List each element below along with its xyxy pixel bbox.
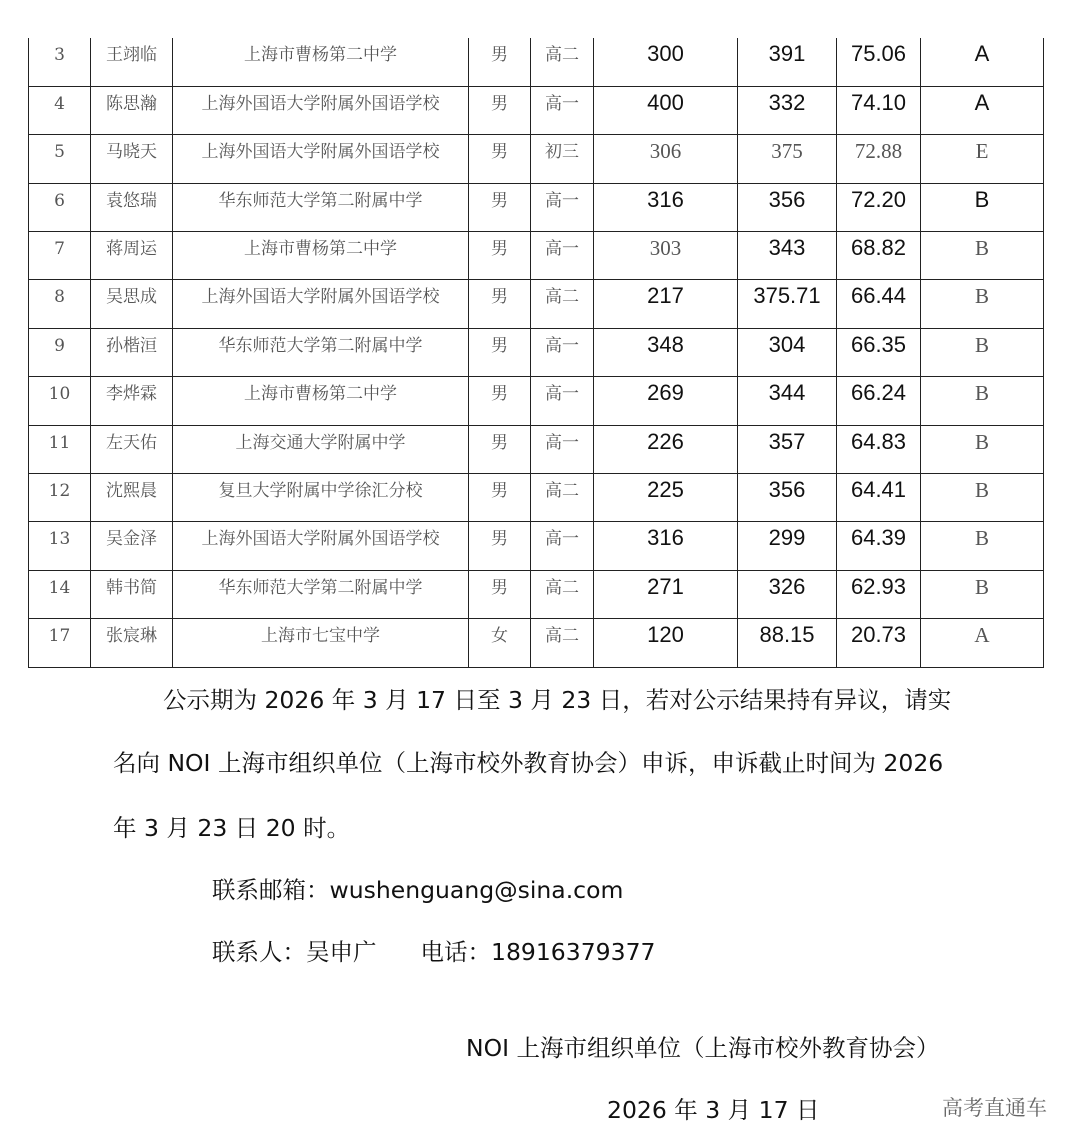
notice-line-1: 公示期为 2026 年 3 月 17 日至 3 月 23 日，若对公示结果持有异议，请实 <box>163 686 952 714</box>
rank-cell: 11 <box>29 425 91 473</box>
level-cell: A <box>921 86 1044 134</box>
school-cell: 上海外国语大学附属外国语学校 <box>173 86 469 134</box>
name-cell: 蒋周运 <box>91 232 173 280</box>
watermark: 高考直通车 <box>942 1096 1047 1120</box>
school-cell: 上海市曹杨第二中学 <box>173 377 469 425</box>
rank-cell: 6 <box>29 183 91 231</box>
total-cell: 66.24 <box>837 377 921 425</box>
table-row <box>29 377 1044 425</box>
grade-cell: 高一 <box>531 328 594 376</box>
score-a-cell: 303 <box>594 232 738 280</box>
table-row <box>29 425 1044 473</box>
name-cell: 陈思瀚 <box>91 86 173 134</box>
score-a-cell: 316 <box>594 183 738 231</box>
level-cell: B <box>921 280 1044 328</box>
score-a-cell: 120 <box>594 619 738 667</box>
score-a-cell: 217 <box>594 280 738 328</box>
gender-cell: 男 <box>469 86 531 134</box>
level-cell: B <box>921 522 1044 570</box>
school-cell: 华东师范大学第二附属中学 <box>173 183 469 231</box>
score-b-cell: 299 <box>738 522 837 570</box>
gender-cell: 男 <box>469 38 531 86</box>
grade-cell: 高一 <box>531 377 594 425</box>
gender-cell: 男 <box>469 135 531 183</box>
rank-cell: 3 <box>29 38 91 86</box>
total-cell: 68.82 <box>837 232 921 280</box>
gender-cell: 男 <box>469 377 531 425</box>
total-cell: 66.44 <box>837 280 921 328</box>
notice-line-2: 名向 NOI 上海市组织单位（上海市校外教育协会）申诉，申诉截止时间为 2026 <box>113 749 944 777</box>
score-a-cell: 348 <box>594 328 738 376</box>
level-cell: E <box>921 135 1044 183</box>
score-b-cell: 88.15 <box>738 619 837 667</box>
total-cell: 74.10 <box>837 86 921 134</box>
level-cell: A <box>921 619 1044 667</box>
total-cell: 20.73 <box>837 619 921 667</box>
rank-cell: 8 <box>29 280 91 328</box>
school-cell: 华东师范大学第二附属中学 <box>173 328 469 376</box>
name-cell: 袁悠瑞 <box>91 183 173 231</box>
signature-date: 2026 年 3 月 17 日 <box>607 1096 820 1124</box>
rank-cell: 17 <box>29 619 91 667</box>
name-cell: 孙楷洹 <box>91 328 173 376</box>
results-table <box>28 38 1044 668</box>
gender-cell: 男 <box>469 280 531 328</box>
total-cell: 64.41 <box>837 474 921 522</box>
contact-person-line <box>212 937 655 967</box>
gender-cell: 男 <box>469 474 531 522</box>
level-cell: B <box>921 232 1044 280</box>
score-b-cell: 332 <box>738 86 837 134</box>
table-row <box>29 135 1044 183</box>
grade-cell: 高二 <box>531 38 594 86</box>
table-row <box>29 570 1044 618</box>
score-a-cell: 271 <box>594 570 738 618</box>
contact-label: 联系人： <box>212 938 306 966</box>
school-cell: 上海外国语大学附属外国语学校 <box>173 522 469 570</box>
contact-name: 吴申广 <box>306 938 377 966</box>
score-b-cell: 304 <box>738 328 837 376</box>
level-cell: B <box>921 570 1044 618</box>
rank-cell: 12 <box>29 474 91 522</box>
total-cell: 72.20 <box>837 183 921 231</box>
level-cell: A <box>921 38 1044 86</box>
grade-cell: 高一 <box>531 425 594 473</box>
table-row <box>29 86 1044 134</box>
name-cell: 韩书简 <box>91 570 173 618</box>
score-b-cell: 375 <box>738 135 837 183</box>
school-cell: 上海市曹杨第二中学 <box>173 232 469 280</box>
score-a-cell: 316 <box>594 522 738 570</box>
results-table-body <box>29 38 1044 667</box>
name-cell: 吴思成 <box>91 280 173 328</box>
score-b-cell: 356 <box>738 183 837 231</box>
school-cell: 华东师范大学第二附属中学 <box>173 570 469 618</box>
grade-cell: 高二 <box>531 474 594 522</box>
grade-cell: 高一 <box>531 183 594 231</box>
rank-cell: 4 <box>29 86 91 134</box>
email-address: wushenguang@sina.com <box>329 876 624 904</box>
signature-org: NOI 上海市组织单位（上海市校外教育协会） <box>466 1034 940 1062</box>
contact-email-line <box>212 875 623 905</box>
level-cell: B <box>921 183 1044 231</box>
table-row <box>29 183 1044 231</box>
score-b-cell: 375.71 <box>738 280 837 328</box>
rank-cell: 10 <box>29 377 91 425</box>
grade-cell: 高二 <box>531 280 594 328</box>
name-cell: 马晓天 <box>91 135 173 183</box>
table-row <box>29 474 1044 522</box>
table-row <box>29 328 1044 376</box>
total-cell: 64.39 <box>837 522 921 570</box>
school-cell: 上海市七宝中学 <box>173 619 469 667</box>
table-row <box>29 232 1044 280</box>
total-cell: 75.06 <box>837 38 921 86</box>
name-cell: 沈熙晨 <box>91 474 173 522</box>
table-row <box>29 619 1044 667</box>
name-cell: 吴金泽 <box>91 522 173 570</box>
total-cell: 66.35 <box>837 328 921 376</box>
rank-cell: 13 <box>29 522 91 570</box>
notice-line-3: 年 3 月 23 日 20 时。 <box>113 814 351 842</box>
gender-cell: 男 <box>469 183 531 231</box>
level-cell: B <box>921 328 1044 376</box>
total-cell: 62.93 <box>837 570 921 618</box>
table-row <box>29 522 1044 570</box>
score-b-cell: 356 <box>738 474 837 522</box>
grade-cell: 高一 <box>531 232 594 280</box>
score-a-cell: 306 <box>594 135 738 183</box>
table-row <box>29 38 1044 86</box>
score-b-cell: 357 <box>738 425 837 473</box>
name-cell: 张宸琳 <box>91 619 173 667</box>
grade-cell: 初三 <box>531 135 594 183</box>
score-b-cell: 343 <box>738 232 837 280</box>
school-cell: 上海外国语大学附属外国语学校 <box>173 280 469 328</box>
rank-cell: 7 <box>29 232 91 280</box>
email-label: 联系邮箱： <box>212 876 330 904</box>
gender-cell: 男 <box>469 570 531 618</box>
school-cell: 上海外国语大学附属外国语学校 <box>173 135 469 183</box>
score-b-cell: 344 <box>738 377 837 425</box>
score-a-cell: 300 <box>594 38 738 86</box>
phone-label: 电话： <box>420 938 491 966</box>
school-cell: 上海市曹杨第二中学 <box>173 38 469 86</box>
gender-cell: 男 <box>469 328 531 376</box>
score-b-cell: 326 <box>738 570 837 618</box>
name-cell: 李烨霖 <box>91 377 173 425</box>
total-cell: 64.83 <box>837 425 921 473</box>
rank-cell: 5 <box>29 135 91 183</box>
rank-cell: 9 <box>29 328 91 376</box>
score-a-cell: 226 <box>594 425 738 473</box>
gender-cell: 男 <box>469 425 531 473</box>
rank-cell: 14 <box>29 570 91 618</box>
score-b-cell: 391 <box>738 38 837 86</box>
level-cell: B <box>921 425 1044 473</box>
gender-cell: 男 <box>469 522 531 570</box>
grade-cell: 高二 <box>531 619 594 667</box>
grade-cell: 高二 <box>531 570 594 618</box>
school-cell: 复旦大学附属中学徐汇分校 <box>173 474 469 522</box>
score-a-cell: 225 <box>594 474 738 522</box>
name-cell: 左天佑 <box>91 425 173 473</box>
gender-cell: 男 <box>469 232 531 280</box>
level-cell: B <box>921 377 1044 425</box>
total-cell: 72.88 <box>837 135 921 183</box>
grade-cell: 高一 <box>531 86 594 134</box>
level-cell: B <box>921 474 1044 522</box>
school-cell: 上海交通大学附属中学 <box>173 425 469 473</box>
score-a-cell: 269 <box>594 377 738 425</box>
table-row <box>29 280 1044 328</box>
grade-cell: 高一 <box>531 522 594 570</box>
gender-cell: 女 <box>469 619 531 667</box>
score-a-cell: 400 <box>594 86 738 134</box>
name-cell: 王翊临 <box>91 38 173 86</box>
phone-number: 18916379377 <box>491 938 656 966</box>
